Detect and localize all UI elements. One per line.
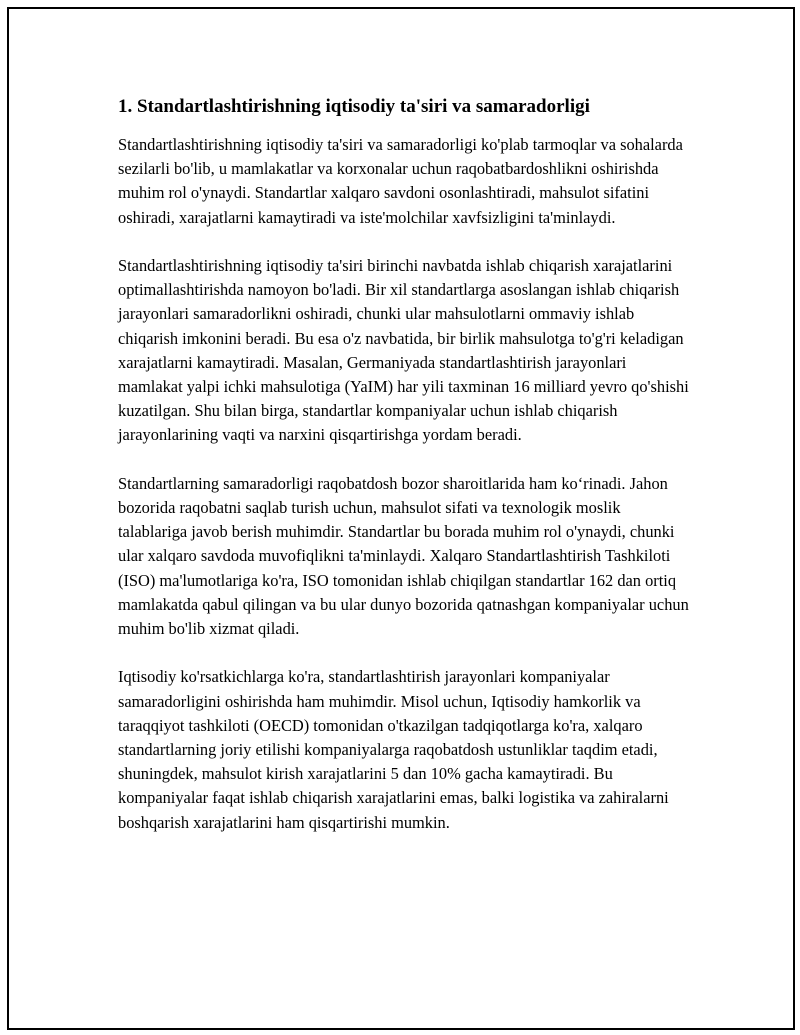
section-heading: 1. Standartlashtirishning iqtisodiy ta'siri va samaradorligi xyxy=(118,96,590,117)
document-body xyxy=(118,95,690,859)
paragraph-4: Iqtisodiy ko'rsatkichlarga ko'ra, standartlashtirish jarayonlari kompaniyalar samaradorligini oshirishda ham muhimdir. Misol uchun, Iqtisodiy hamkorlik va taraqqiyot tashkiloti (OECD) tomonidan o'tkazilgan tadqiqotlarga ko'ra, xalqaro standartlarning joriy etilishi kompaniyalarga raqobatdosh ustunliklar taqdim etadi, shuningdek, mahsulot kirish xarajatlarini 5 dan 10% gacha kamaytiradi. Bu kompaniyalar faqat ishlab chiqarish xarajatlarini emas, balki logistika va zahiralarni boshqarish xarajatlarini ham qisqartirishi mumkin. xyxy=(118,667,669,832)
paragraph-1: Standartlashtirishning iqtisodiy ta'siri va samaradorligi ko'plab tarmoqlar va sohalarda sezilarli bo'lib, u mamlakatlar va korxonalar uchun raqobatbardoshlikni oshirishda muhim rol o'ynaydi. Standartlar xalqaro savdoni osonlashtiradi, mahsulot sifatini oshiradi, xarajatlarni kamaytiradi va iste'molchilar xavfsizligini ta'minlaydi. xyxy=(118,135,683,227)
paragraph-2: Standartlashtirishning iqtisodiy ta'siri birinchi navbatda ishlab chiqarish xarajatlarini optimallashtirishda namoyon bo'ladi. Bir xil standartlarga asoslangan ishlab chiqarish jarayonlari samaradorlikni oshiradi, chunki ular mahsulotlarni ommaviy ishlab chiqarish imkonini beradi. Bu esa o'z navbatida, bir birlik mahsulotga to'g'ri keladigan xarajatlarni kamaytiradi. Masalan, Germaniyada standartlashtirish jarayonlari mamlakat yalpi ichki mahsulotiga (YaIM) har yili taxminan 16 milliard yevro qo'shishi kuzatilgan. Shu bilan birga, standartlar kompaniyalar uchun ishlab chiqarish jarayonlarining vaqti va narxini qisqartirishga yordam beradi. xyxy=(118,256,689,445)
paragraph-3: Standartlarning samaradorligi raqobatdosh bozor sharoitlarida ham ko‘rinadi. Jahon bozorida raqobatni saqlab turish uchun, mahsulot sifati va texnologik moslik talablariga javob berish muhimdir. Standartlar bu borada muhim rol o'ynaydi, chunki ular xalqaro savdoda muvofiqlikni ta'minlaydi. Xalqaro Standartlashtirish Tashkiloti (ISO) ma'lumotlariga ko'ra, ISO tomonidan ishlab chiqilgan standartlar 162 dan ortiq mamlakatda qabul qilingan va bu ular dunyo bozorida qatnashgan kompaniyalar uchun muhim bo'lib xizmat qiladi. xyxy=(118,473,689,639)
